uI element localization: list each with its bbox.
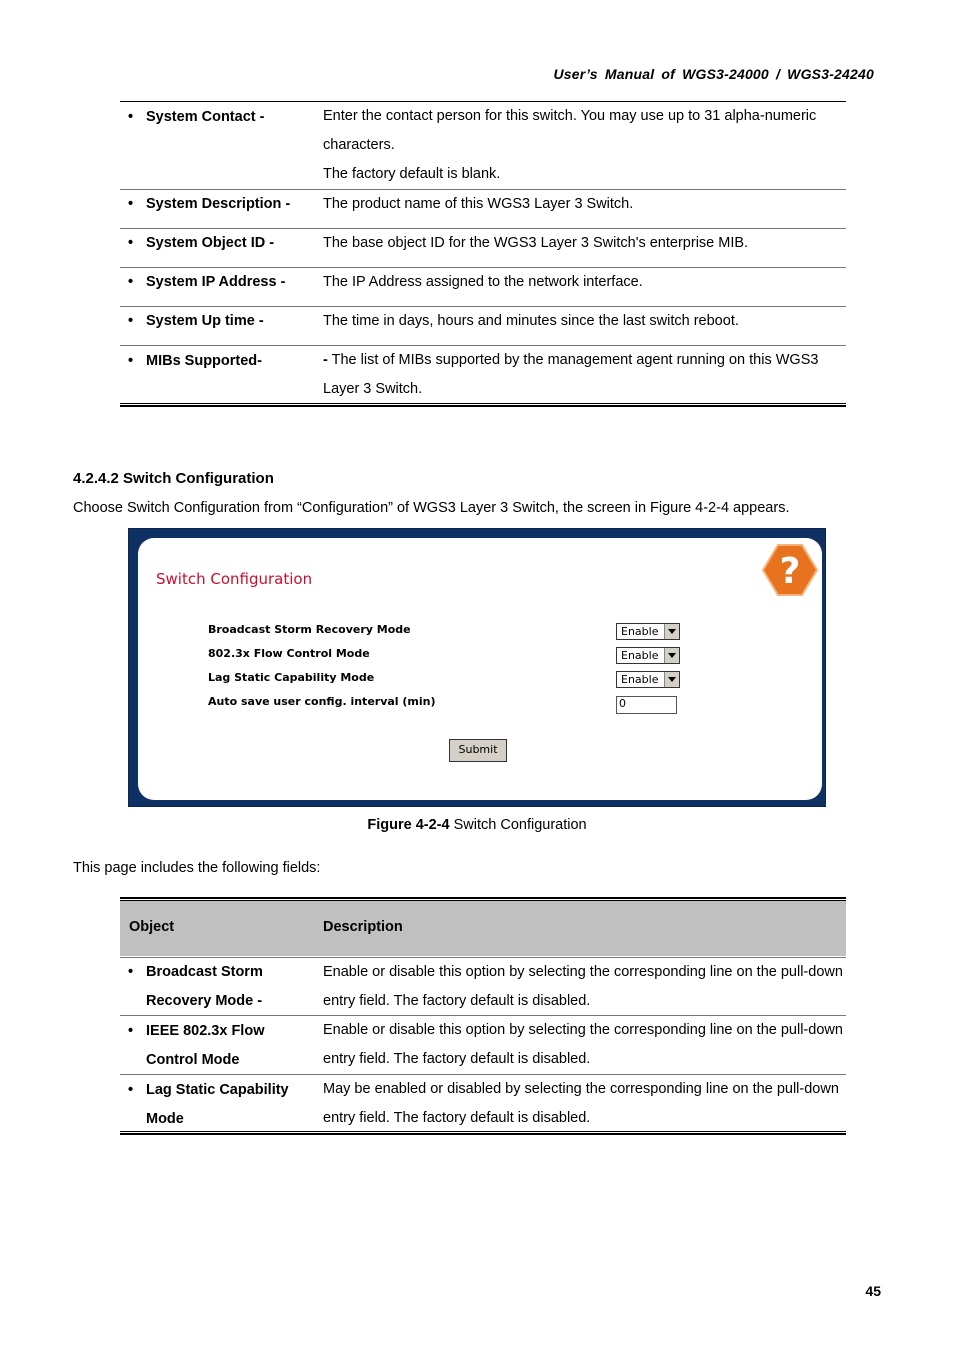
header-description: Description <box>323 919 403 935</box>
submit-button[interactable]: Submit <box>449 739 507 762</box>
bullet-icon: • <box>128 964 134 980</box>
chevron-down-icon[interactable] <box>664 624 679 639</box>
broadcast-storm-select[interactable]: Enable <box>616 623 680 640</box>
table-row <box>120 307 846 346</box>
row-object: System Contact - <box>146 109 265 125</box>
field-label: 802.3x Flow Control Mode <box>208 647 370 660</box>
bullet-icon: • <box>128 1023 134 1039</box>
table-top-rule-thick <box>120 897 846 899</box>
field-label: Broadcast Storm Recovery Mode <box>208 623 411 636</box>
row-desc-line: Enter the contact person for this switch. You may use up to 31 alpha-numeric <box>323 108 817 124</box>
field-label: Lag Static Capability Mode <box>208 671 375 684</box>
lag-static-select[interactable]: Enable <box>616 671 680 688</box>
caption-text: Switch Configuration <box>449 817 587 833</box>
row-desc-line: Enable or disable this option by selecting the corresponding line on the pull-down <box>323 964 843 980</box>
header-object: Object <box>129 919 175 935</box>
row-desc-line: May be enabled or disabled by selecting the corresponding line on the pull-down <box>323 1081 839 1097</box>
bullet-icon: • <box>128 109 134 125</box>
switch-config-screenshot <box>128 528 826 807</box>
help-icon[interactable] <box>761 541 819 599</box>
page-number: 45 <box>865 1283 881 1299</box>
row-object: System Description - <box>146 196 291 212</box>
bullet-icon: • <box>128 1082 134 1098</box>
table-row <box>120 1075 846 1134</box>
row-desc-line: The IP Address assigned to the network interface. <box>323 274 643 290</box>
config-panel <box>138 538 822 800</box>
row-desc-line: entry field. The factory default is disabled. <box>323 993 591 1009</box>
row-desc-line: characters. <box>323 137 395 153</box>
row-object: MIBs Supported- <box>146 353 262 369</box>
table-bottom-rule-thick <box>120 1133 846 1135</box>
chevron-down-icon[interactable] <box>664 672 679 687</box>
intro-paragraph: Choose Switch Configuration from “Configuration” of WGS3 Layer 3 Switch, the screen in Figure 4-2-4 appears. <box>73 500 790 516</box>
bullet-icon: • <box>128 235 134 251</box>
row-desc-line: Enable or disable this option by selecting the corresponding line on the pull-down <box>323 1022 843 1038</box>
row-object: Recovery Mode - <box>146 993 263 1009</box>
row-object: Broadcast Storm <box>146 964 263 980</box>
row-object: Control Mode <box>146 1052 240 1068</box>
row-object: System Object ID - <box>146 235 275 251</box>
row-desc-line: The time in days, hours and minutes since the last switch reboot. <box>323 313 739 329</box>
table-row <box>120 346 846 406</box>
row-desc-line: The list of MIBs supported by the management agent running on this WGS3 <box>327 352 819 368</box>
row-object: Lag Static Capability <box>146 1082 289 1098</box>
bullet-icon: • <box>128 274 134 290</box>
table-row <box>120 1016 846 1075</box>
panel-title: Switch Configuration <box>156 570 313 588</box>
figure-caption <box>0 817 954 833</box>
table-row <box>120 229 846 268</box>
table-row <box>120 190 846 229</box>
row-desc-line: entry field. The factory default is disabled. <box>323 1110 591 1126</box>
row-object: Mode <box>146 1111 184 1127</box>
system-info-table <box>120 102 846 406</box>
section-title: 4.2.4.2 Switch Configuration <box>73 470 274 487</box>
row-object: System IP Address - <box>146 274 286 290</box>
row-desc-line: The factory default is blank. <box>323 166 501 182</box>
table-row <box>120 957 846 1016</box>
row-desc-line: The base object ID for the WGS3 Layer 3 Switch's enterprise MIB. <box>323 235 749 251</box>
table-row <box>120 268 846 307</box>
chevron-down-icon[interactable] <box>664 648 679 663</box>
caption-label: Figure 4-2-4 <box>367 817 450 833</box>
running-header: User’s Manual of WGS3-24000 / WGS3-24240 <box>553 66 874 82</box>
fields-intro: This page includes the following fields: <box>73 860 321 876</box>
bullet-icon: • <box>128 196 134 212</box>
bullet-icon: • <box>128 313 134 329</box>
desc-prefix: - <box>323 352 328 368</box>
bullet-icon: • <box>128 353 134 369</box>
table-bottom-rule <box>120 403 846 404</box>
row-desc-line: entry field. The factory default is disabled. <box>323 1051 591 1067</box>
fields-table <box>120 957 846 1134</box>
row-desc-line: Layer 3 Switch. <box>323 381 423 397</box>
row-object: IEEE 802.3x Flow <box>146 1023 265 1039</box>
row-object: System Up time - <box>146 313 264 329</box>
flow-control-select[interactable]: Enable <box>616 647 680 664</box>
table-row <box>120 102 846 190</box>
save-interval-input[interactable]: 0 <box>616 696 677 714</box>
row-desc-line: The product name of this WGS3 Layer 3 Switch. <box>323 196 634 212</box>
field-label: Auto save user config. interval (min) <box>208 695 436 708</box>
table-bottom-rule <box>120 1131 846 1132</box>
table-header <box>120 901 846 956</box>
table-bottom-rule-thick <box>120 405 846 407</box>
help-glyph: ? <box>779 551 801 592</box>
